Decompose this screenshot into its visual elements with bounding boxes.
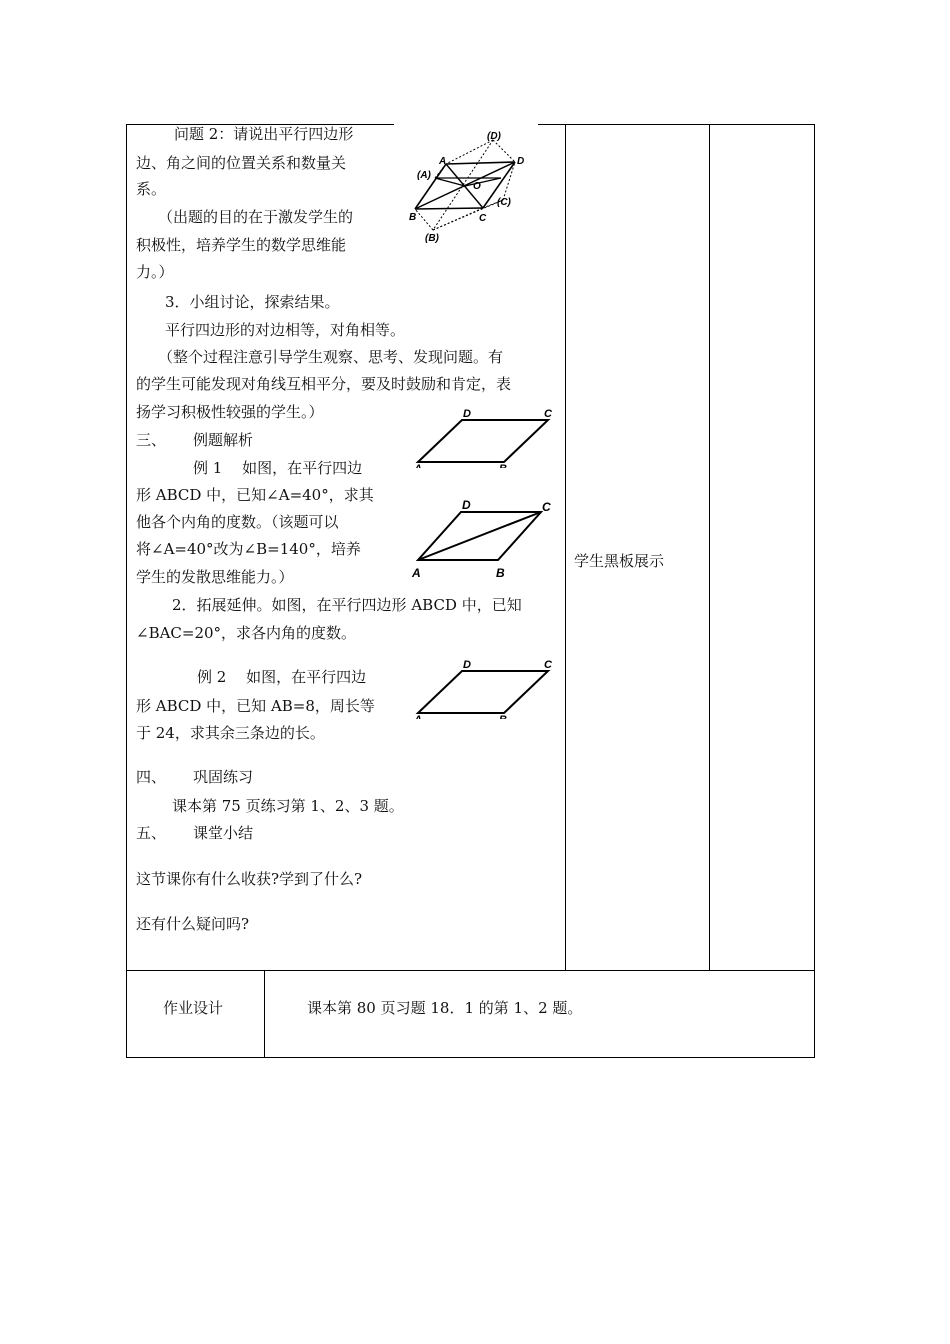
- column-divider-2: [709, 124, 710, 971]
- fig1-label-bp: (B): [425, 233, 439, 244]
- conclusion: 平行四边形的对边相等，对角相等。: [165, 321, 406, 339]
- figure-2-edge-mask: [410, 468, 560, 474]
- figure-parallelogram-example-1: [410, 404, 560, 472]
- table-bottom-border: [126, 1057, 815, 1058]
- summary-question-1: 这节课你有什么收获?学到了什么?: [136, 870, 363, 888]
- fig3-label-c: C: [542, 500, 551, 514]
- fig1-label-c: C: [479, 213, 487, 224]
- fig1-label-dp: (D): [487, 131, 501, 142]
- summary-question-2: 还有什么疑问吗?: [136, 915, 250, 933]
- section-4-title: 巩固练习: [193, 768, 254, 786]
- fig2-label-c: C: [544, 408, 552, 420]
- example-2-line-3: 于 24，求其余三条边的长。: [136, 724, 325, 742]
- fig1-dash-4: [415, 209, 433, 230]
- fig4-label-c: C: [544, 659, 552, 671]
- section-5-title: 课堂小结: [193, 824, 254, 842]
- guide-line-1: （整个过程注意引导学生观察、思考、发现问题。有: [158, 348, 504, 366]
- fig1-edge-ad: [446, 162, 515, 164]
- extension-line-1: 2．拓展延伸。如图，在平行四边形 ABCD 中，已知: [172, 596, 522, 614]
- purpose-line-1: （出题的目的在于激发学生的: [158, 208, 354, 226]
- example-1-line-1: 例 1 如图，在平行四边: [193, 459, 363, 477]
- fig4-parallelogram: [418, 671, 548, 713]
- fig1-dash-1: [446, 140, 493, 164]
- section-5-number: 五、: [136, 824, 167, 842]
- example-1-line-3: 他各个内角的度数。（该题可以: [136, 513, 339, 531]
- guide-line-3: 扬学习积极性较强的学生。）: [136, 403, 324, 421]
- homework-divider: [264, 970, 265, 1058]
- example-2-line-1: 例 2 如图，在平行四边: [197, 668, 367, 686]
- table-right-border: [814, 124, 815, 1058]
- step-3: 3．小组讨论，探索结果。: [165, 293, 340, 311]
- fig3-label-a: A: [412, 566, 421, 580]
- column-divider-1: [565, 124, 566, 971]
- example-2-line-2: 形 ABCD 中，已知 AB=8，周长等: [136, 697, 375, 715]
- figure-parallelogram-example-2: [410, 655, 560, 723]
- fig4-label-d: D: [463, 659, 471, 671]
- extension-line-2: ∠BAC=20°，求各内角的度数。: [136, 624, 357, 642]
- fig1-label-b: B: [409, 212, 417, 223]
- example-1-line-2: 形 ABCD 中，已知∠A=40°，求其: [136, 486, 374, 504]
- fig1-label-cp: (C): [497, 197, 511, 208]
- blackboard-display: 学生黑板展示: [574, 552, 665, 570]
- section-4-number: 四、: [136, 768, 167, 786]
- question-2-line-1: 问题 2：请说出平行四边形: [174, 125, 354, 143]
- figure-4-edge-mask: [410, 719, 560, 725]
- example-1-line-5: 学生的发散思维能力。）: [136, 568, 294, 586]
- fig1-copy-edge-3: [465, 178, 501, 186]
- fig1-edge-bc: [415, 208, 483, 209]
- fig1-dash-8: [503, 162, 515, 200]
- purpose-line-2: 积极性，培养学生的数学思维能: [136, 236, 347, 254]
- example-1-line-4: 将∠A=40°改为∠B=140°，培养: [136, 540, 361, 558]
- fig3-diagonal-ac: [418, 512, 541, 560]
- fig1-label-ap: (A): [417, 170, 431, 181]
- fig2-label-d: D: [463, 408, 471, 420]
- fig2-parallelogram: [418, 420, 548, 462]
- figure-parallelogram-diagonal-ac: [408, 497, 558, 581]
- question-2-line-3: 系。: [136, 180, 167, 198]
- figure-parallelogram-diagonals: [403, 126, 553, 256]
- homework-text: 课本第 80 页习题 18．1 的第 1、2 题。: [307, 999, 583, 1017]
- fig1-label-a: A: [439, 156, 447, 167]
- fig1-label-d: D: [517, 156, 525, 167]
- homework-label: 作业设计: [163, 999, 224, 1017]
- fig1-dash-2: [493, 140, 515, 162]
- fig3-label-d: D: [462, 498, 471, 512]
- table-left-border: [126, 124, 127, 1058]
- section-3-title: 例题解析: [193, 431, 254, 449]
- table-top-border-right: [538, 124, 815, 125]
- question-2-line-2: 边、角之间的位置关系和数量关: [136, 154, 347, 172]
- guide-line-2: 的学生可能发现对角线互相平分，要及时鼓励和肯定，表: [136, 375, 512, 393]
- row-divider: [126, 970, 815, 971]
- section-3-number: 三、: [136, 431, 167, 449]
- practice-text: 课本第 75 页练习第 1、2、3 题。: [172, 797, 404, 815]
- fig3-label-b: B: [496, 566, 505, 580]
- purpose-line-3: 力。）: [136, 263, 174, 281]
- fig1-label-o: O: [473, 181, 481, 192]
